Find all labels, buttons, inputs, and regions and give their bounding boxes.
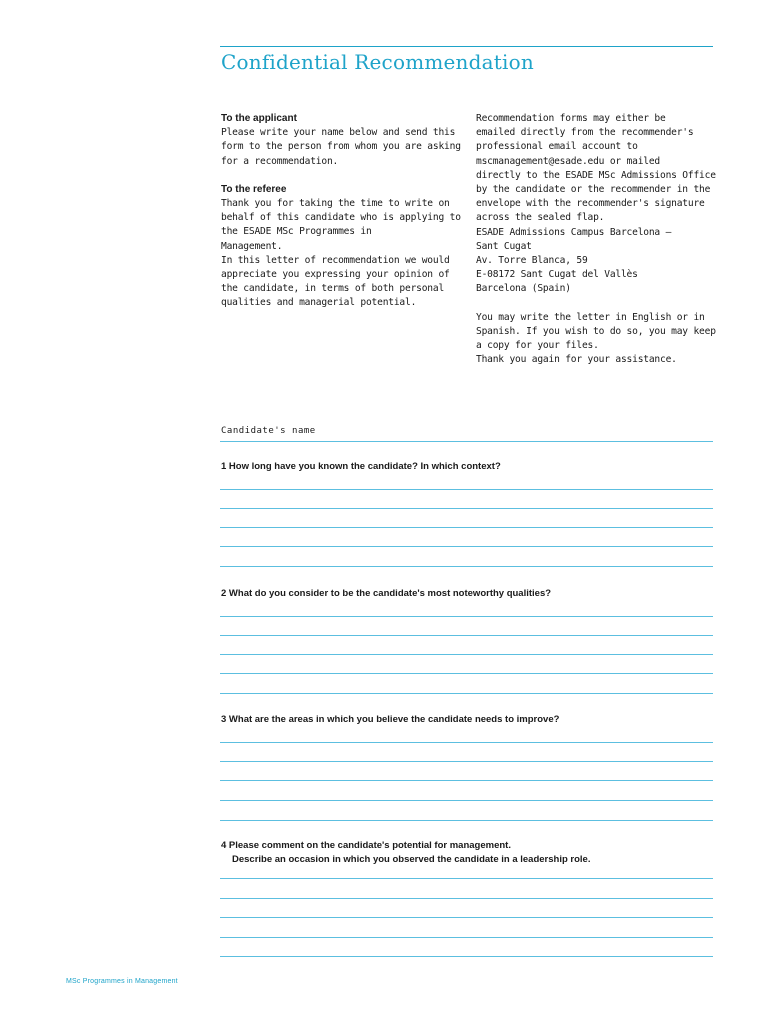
applicant-text-line: form to the person from whom you are asking: [221, 141, 461, 153]
answer-line-q3[interactable]: [220, 780, 713, 781]
answer-line-q2[interactable]: [220, 654, 713, 655]
candidate-name-label: Candidate's name: [221, 426, 316, 436]
address-line: Barcelona (Spain): [476, 283, 571, 295]
answer-line-q3[interactable]: [220, 820, 713, 821]
address-line: ESADE Admissions Campus Barcelona –: [476, 226, 672, 238]
answer-line-q1[interactable]: [220, 546, 713, 547]
answer-line-q4[interactable]: [220, 898, 713, 899]
referee-text-line: qualities and managerial potential.: [221, 297, 417, 309]
footer-label: MSc Programmes in Management: [66, 978, 178, 985]
page-title: Confidential Recommendation: [221, 50, 534, 74]
address-line: Sant Cugat: [476, 240, 532, 252]
referee-text-line: behalf of this candidate who is applying to: [221, 212, 461, 224]
referee-text-line: the candidate, in terms of both personal: [221, 283, 445, 295]
answer-line-q3[interactable]: [220, 742, 713, 743]
applicant-text-line: Please write your name below and send this: [221, 127, 456, 139]
closing-line: Thank you again for your assistance.: [476, 354, 677, 366]
closing-line: You may write the letter in English or in: [476, 311, 705, 323]
title-rule: [220, 46, 713, 47]
answer-line-q2[interactable]: [220, 693, 713, 694]
instructions-line: professional email account to: [476, 141, 638, 153]
instructions-line: Recommendation forms may either be: [476, 113, 666, 124]
closing-line: a copy for your files.: [476, 340, 599, 352]
answer-line-q3[interactable]: [220, 800, 713, 801]
left-column: [221, 112, 461, 311]
instructions-line: emailed directly from the recommender's: [476, 127, 694, 139]
answer-line-q1[interactable]: [220, 489, 713, 490]
closing-line: Spanish. If you wish to do so, you may keep: [476, 325, 716, 337]
instructions-email-line: mscmanagement@esade.edu or mailed: [476, 155, 661, 167]
answer-line-q4[interactable]: [220, 917, 713, 918]
right-column: [476, 112, 724, 367]
referee-text-line: Thank you for taking the time to write on: [221, 198, 450, 210]
question-2: 2 What do you consider to be the candidate's most noteworthy qualities?: [221, 588, 552, 599]
answer-line-q1[interactable]: [220, 566, 713, 567]
answer-line-q2[interactable]: [220, 616, 713, 617]
answer-line-q2[interactable]: [220, 673, 713, 674]
referee-text-line: the ESADE MSc Programmes in: [221, 226, 372, 238]
referee-text-line: appreciate you expressing your opinion of: [221, 269, 450, 281]
answer-line-q4[interactable]: [220, 956, 713, 957]
answer-line-q1[interactable]: [220, 527, 713, 528]
question-3: 3 What are the areas in which you believe the candidate needs to improve?: [221, 714, 560, 725]
answer-line-q4[interactable]: [220, 937, 713, 938]
question-1: 1 How long have you known the candidate? In which context?: [221, 461, 501, 472]
answer-line-q1[interactable]: [220, 508, 713, 509]
question-4: [221, 839, 590, 867]
instructions-line: across the sealed flap.: [476, 212, 605, 224]
applicant-text-line: for a recommendation.: [221, 155, 339, 167]
answer-line-q4[interactable]: [220, 878, 713, 879]
instructions-line: directly to the ESADE MSc Admissions Office: [476, 169, 716, 181]
instructions-line: envelope with the recommender's signature: [476, 198, 705, 210]
question-4-line-1: 4 Please comment on the candidate's potential for management.: [221, 840, 511, 851]
answer-line-q3[interactable]: [220, 761, 713, 762]
address-line: Av. Torre Blanca, 59: [476, 255, 588, 267]
applicant-heading: To the applicant: [221, 113, 297, 124]
referee-heading: To the referee: [221, 183, 287, 195]
question-4-line-2: Describe an occasion in which you observed the candidate in a leadership role.: [232, 854, 591, 865]
candidate-name-field[interactable]: [220, 441, 713, 442]
answer-line-q2[interactable]: [220, 635, 713, 636]
referee-text-line: In this letter of recommendation we would: [221, 254, 450, 266]
address-line: E-08172 Sant Cugat del Vallès: [476, 269, 638, 281]
referee-text-line: Management.: [221, 240, 283, 252]
instructions-line: by the candidate or the recommender in the: [476, 184, 711, 196]
